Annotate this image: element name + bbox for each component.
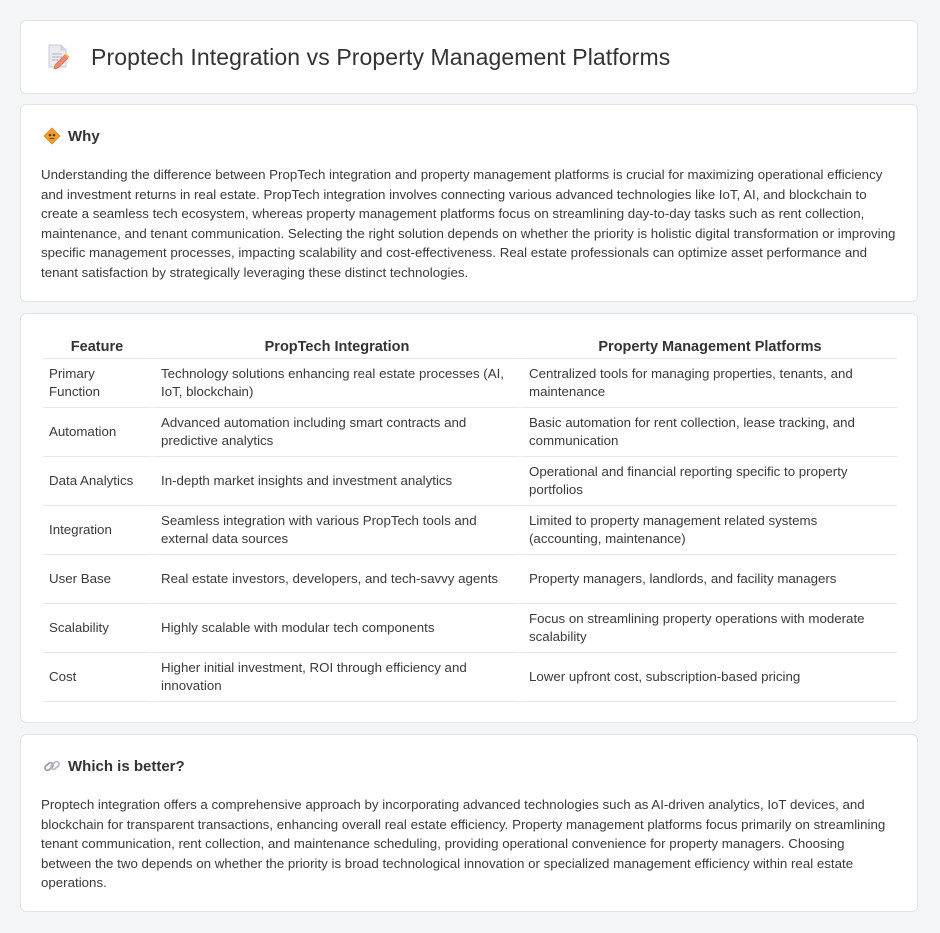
why-section <box>20 104 918 302</box>
proptech-cell: Higher initial investment, ROI through efficiency and innovation <box>151 653 519 702</box>
table-row <box>43 408 897 457</box>
better-header <box>43 757 185 775</box>
feature-cell: Cost <box>43 653 151 702</box>
pm-cell: Limited to property management related systems (accounting, maintenance) <box>519 506 897 555</box>
feature-cell: Data Analytics <box>43 457 151 506</box>
table-row <box>43 604 897 653</box>
feature-cell: Primary Function <box>43 359 151 408</box>
proptech-cell: Seamless integration with various PropTech tools and external data sources <box>151 506 519 555</box>
why-paragraph: Understanding the difference between PropTech integration and property management platforms is crucial for maximizing operational efficiency and investment returns in real estate. PropTech integration involves connecting various advanced technologies like IoT, AI, and blockchain to create a seamless tech ecosystem, whereas property management platforms focus on streamlining day-to-day tasks such as rent collection, maintenance, and tenant communication. Selecting the right solution depends on whether the priority is holistic digital transformation or improving specific management processes, impacting scalability and cost-effectiveness. Real estate professionals can optimize asset performance and tenant satisfaction by strategically leveraging these distinct technologies. <box>41 167 896 280</box>
pm-cell: Operational and financial reporting specific to property portfolios <box>519 457 897 506</box>
title-card <box>20 20 918 94</box>
pm-cell: Focus on streamlining property operations with moderate scalability <box>519 604 897 653</box>
table-row <box>43 506 897 555</box>
feature-cell: Integration <box>43 506 151 555</box>
header-proptech: PropTech Integration <box>151 334 519 359</box>
proptech-cell: Real estate investors, developers, and tech-savvy agents <box>151 555 519 604</box>
link-icon <box>43 757 61 775</box>
table-row <box>43 653 897 702</box>
feature-cell: Automation <box>43 408 151 457</box>
pm-cell: Property managers, landlords, and facility managers <box>519 555 897 604</box>
pm-cell: Lower upfront cost, subscription-based pricing <box>519 653 897 702</box>
proptech-cell: Highly scalable with modular tech components <box>151 604 519 653</box>
table-row <box>43 457 897 506</box>
pm-cell: Centralized tools for managing properties, tenants, and maintenance <box>519 359 897 408</box>
feature-cell: User Base <box>43 555 151 604</box>
pm-cell: Basic automation for rent collection, lease tracking, and communication <box>519 408 897 457</box>
header-pm-platforms: Property Management Platforms <box>519 334 897 359</box>
table-row <box>43 359 897 408</box>
why-header <box>43 127 100 145</box>
better-title: Which is better? <box>68 757 185 775</box>
table-row <box>43 555 897 604</box>
proptech-cell: Advanced automation including smart contracts and predictive analytics <box>151 408 519 457</box>
proptech-cell: Technology solutions enhancing real estate processes (AI, IoT, blockchain) <box>151 359 519 408</box>
page-title: Proptech Integration vs Property Management Platforms <box>91 43 671 70</box>
comparison-section <box>20 313 918 723</box>
comparison-table <box>43 334 897 702</box>
feature-cell: Scalability <box>43 604 151 653</box>
better-paragraph: Proptech integration offers a comprehensive approach by incorporating advanced technologies such as AI-driven analytics, IoT devices, and blockchain for transparent transactions, enhancing overall real estate efficiency. Property management platforms focus primarily on streamlining tenant communication, rent collection, and maintenance scheduling, providing operational convenience for property managers. Choosing between the two depends on whether the priority is broad technological innovation or specialized management efficiency within real estate operations. <box>41 797 886 890</box>
diamond-sign-icon <box>43 127 61 145</box>
page-header <box>45 43 670 71</box>
header-feature: Feature <box>43 334 151 359</box>
proptech-cell: In-depth market insights and investment analytics <box>151 457 519 506</box>
document-pencil-icon <box>45 43 71 71</box>
table-header-row <box>43 334 897 359</box>
why-title: Why <box>68 127 100 145</box>
which-is-better-section <box>20 734 918 912</box>
